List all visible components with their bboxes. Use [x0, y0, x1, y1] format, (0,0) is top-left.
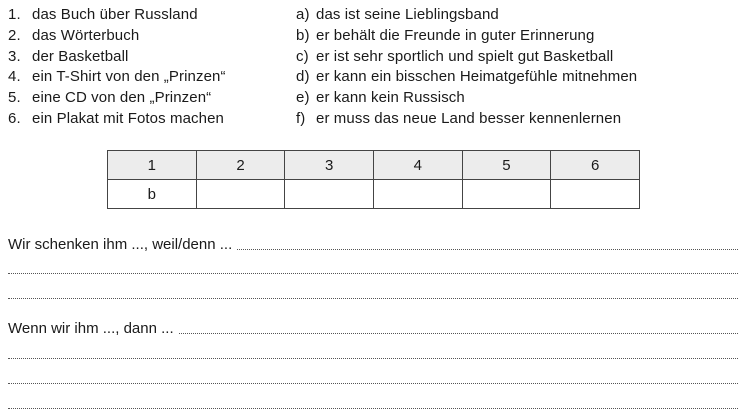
- gift-number: 5.: [8, 89, 21, 107]
- reason-text: er ist sehr sportlich und spielt gut Basketball: [316, 47, 614, 65]
- reason-text: das ist seine Lieblingsband: [316, 6, 499, 23]
- gift-text: eine CD von den „Prinzen“: [32, 89, 212, 107]
- gift-number: 6.: [8, 109, 21, 127]
- reason-item-b: [296, 26, 746, 47]
- writing-line-7[interactable]: [8, 393, 738, 413]
- gift-number: 2.: [8, 26, 21, 44]
- reason-letter: f): [296, 109, 306, 127]
- dotted-line: [8, 358, 738, 359]
- gift-item-2: [8, 26, 298, 47]
- answer-cell-4[interactable]: [373, 180, 462, 209]
- answer-cell-5[interactable]: [462, 180, 551, 209]
- answer-cell-2[interactable]: [196, 180, 285, 209]
- writing-line-4[interactable]: [8, 318, 738, 338]
- reason-letter: e): [296, 89, 310, 107]
- gift-item-6: [8, 109, 298, 130]
- answer-cell-3[interactable]: [285, 180, 374, 209]
- reason-item-f: [296, 109, 746, 130]
- prompt-weil-denn: Wir schenken ihm ..., weil/denn ...: [8, 236, 233, 253]
- reason-item-c: [296, 47, 746, 68]
- reason-letter: a): [296, 6, 310, 23]
- dotted-line: [237, 249, 738, 250]
- gift-number: 1.: [8, 6, 21, 23]
- reason-text: er muss das neue Land besser kennenlernen: [316, 109, 622, 127]
- gift-text: das Buch über Russland: [32, 6, 198, 23]
- reason-list: [296, 5, 746, 130]
- reason-letter: b): [296, 26, 310, 44]
- gift-text: ein Plakat mit Fotos machen: [32, 109, 224, 127]
- writing-line-2[interactable]: [8, 258, 738, 278]
- gift-text: der Basketball: [32, 47, 129, 65]
- dotted-line: [8, 383, 738, 384]
- dotted-line: [179, 333, 738, 334]
- reason-text: er kann kein Russisch: [316, 89, 465, 107]
- reason-item-e: [296, 88, 746, 109]
- reason-item-a: [296, 5, 746, 26]
- reason-text: er behält die Freunde in guter Erinnerung: [316, 26, 595, 44]
- dotted-line: [8, 408, 738, 409]
- gift-number: 3.: [8, 47, 21, 65]
- gift-text: das Wörterbuch: [32, 26, 140, 44]
- answer-table-header-cell: 4: [373, 151, 462, 180]
- prompt-wenn-dann: Wenn wir ihm ..., dann ...: [8, 320, 174, 337]
- answer-table: [107, 150, 640, 209]
- writing-line-3[interactable]: [8, 283, 738, 303]
- answer-table-header-cell: 3: [285, 151, 374, 180]
- reason-letter: d): [296, 68, 310, 86]
- reason-item-d: [296, 67, 746, 88]
- gift-item-4: [8, 67, 298, 88]
- answer-cell-6[interactable]: [551, 180, 640, 209]
- writing-line-5[interactable]: [8, 343, 738, 363]
- answer-table-answer-row: [108, 180, 640, 209]
- answer-table-header-cell: 2: [196, 151, 285, 180]
- gift-text: ein T-Shirt von den „Prinzen“: [32, 68, 226, 86]
- writing-line-1[interactable]: [8, 234, 738, 254]
- dotted-line: [8, 298, 738, 299]
- answer-cell-1[interactable]: b: [108, 180, 197, 209]
- reason-text: er kann ein bisschen Heimatgefühle mitnehmen: [316, 68, 638, 86]
- gift-item-1: [8, 5, 298, 26]
- answer-table-header-row: [108, 151, 640, 180]
- gift-number: 4.: [8, 68, 21, 86]
- gift-item-3: [8, 47, 298, 68]
- dotted-line: [8, 273, 738, 274]
- answer-table-header-cell: 6: [551, 151, 640, 180]
- gift-list: [8, 5, 298, 130]
- reason-letter: c): [296, 47, 309, 65]
- writing-line-6[interactable]: [8, 368, 738, 388]
- answer-table-header-cell: 5: [462, 151, 551, 180]
- gift-item-5: [8, 88, 298, 109]
- answer-table-header-cell: 1: [108, 151, 197, 180]
